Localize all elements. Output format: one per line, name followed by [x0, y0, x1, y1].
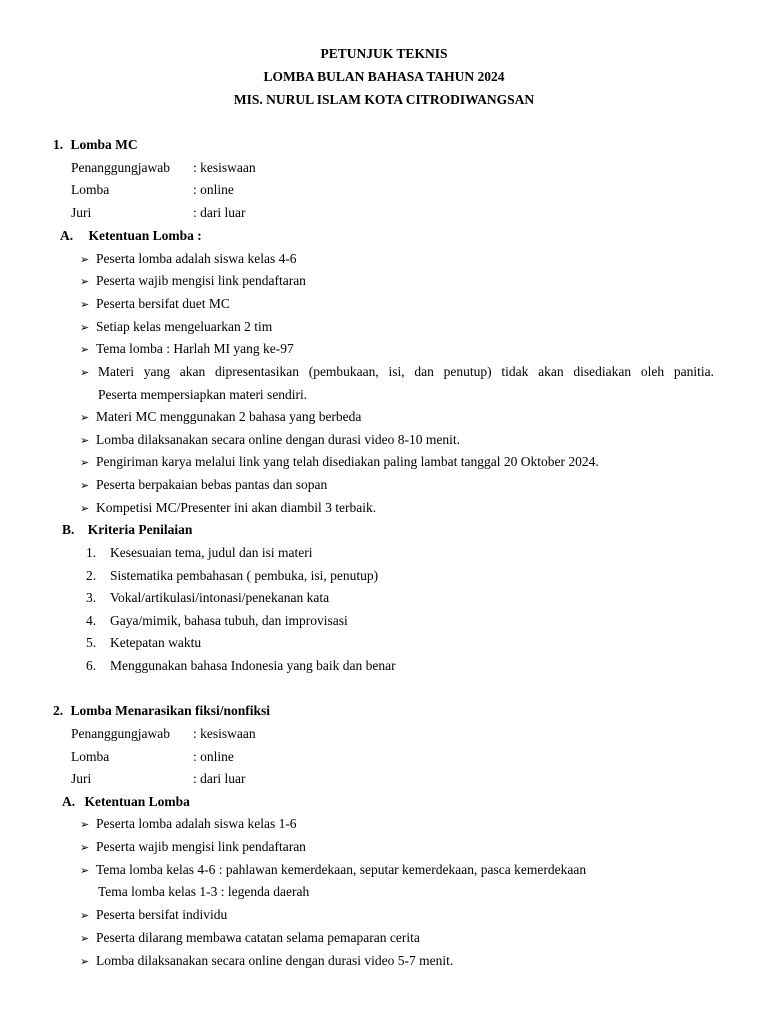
arrowhead-bullet-icon: ➢ [80, 456, 90, 469]
arrowhead-bullet-icon: ➢ [80, 275, 90, 288]
info-value: : kesiswaan [193, 726, 256, 741]
arrowhead-bullet-icon: ➢ [80, 411, 90, 424]
section-1-heading [53, 136, 138, 154]
numbered-item: 5. Ketepatan waktu [86, 635, 202, 650]
subsection-marker: A. [62, 794, 76, 809]
doc-title-line2: LOMBA BULAN BAHASA TAHUN 2024 [263, 69, 505, 84]
list-item: ➢ Peserta wajib mengisi link pendaftaran [80, 838, 306, 857]
list-item-continuation: Tema lomba kelas 1-3 : legenda daerah [98, 884, 310, 899]
info-label: Juri [71, 205, 92, 220]
arrowhead-bullet-icon: ➢ [80, 841, 90, 854]
info-row-juri [71, 204, 245, 222]
list-item: ➢ Kompetisi MC/Presenter ini akan diambil 3 terbaik. [80, 499, 376, 518]
numbered-item: 3. Vokal/artikulasi/intonasi/penekanan kata [86, 590, 330, 605]
arrowhead-bullet-icon: ➢ [80, 321, 90, 334]
subsection-heading-kriteria [62, 521, 192, 539]
list-item: ➢ Peserta wajib mengisi link pendaftaran [80, 272, 306, 291]
info-label: Lomba [71, 182, 110, 197]
info-value: : online [193, 749, 234, 764]
list-item: ➢ Peserta bersifat individu [80, 906, 227, 925]
subsection-heading-ketentuan [62, 793, 190, 811]
numbered-item: 6. Menggunakan bahasa Indonesia yang baik dan benar [86, 658, 396, 673]
list-item: ➢ Lomba dilaksanakan secara online dengan durasi video 8-10 menit. [80, 431, 460, 450]
list-item: ➢ Tema lomba kelas 4-6 : pahlawan kemerdekaan, seputar kemerdekaan, pasca kemerdekaan [80, 861, 586, 880]
arrowhead-bullet-icon: ➢ [80, 298, 90, 311]
list-item: ➢ Pengiriman karya melalui link yang telah disediakan paling lambat tanggal 20 Oktober 2024. [80, 453, 599, 472]
list-item: ➢ Lomba dilaksanakan secara online dengan durasi video 5-7 menit. [80, 952, 453, 971]
info-row-penanggungjawab [71, 725, 256, 743]
info-value: : dari luar [193, 205, 246, 220]
subsection-marker: B. [62, 522, 75, 537]
arrowhead-bullet-icon: ➢ [80, 955, 90, 968]
info-row-lomba [71, 748, 234, 766]
info-label: Lomba [71, 749, 110, 764]
list-item: ➢ Setiap kelas mengeluarkan 2 tim [80, 318, 272, 337]
info-value: : kesiswaan [193, 160, 256, 175]
arrowhead-bullet-icon: ➢ [80, 434, 90, 447]
arrowhead-bullet-icon: ➢ [80, 932, 90, 945]
list-item-text-justified: Materi yang akan dipresentasikan (pembukaan, isi, dan penutup) tidak akan disediakan oleh panitia. [98, 364, 714, 379]
list-item: ➢ Materi MC menggunakan 2 bahasa yang berbeda [80, 408, 361, 427]
doc-title-line1: PETUNJUK TEKNIS [320, 46, 448, 61]
subsection-title: Ketentuan Lomba [84, 794, 190, 809]
info-label: Penanggungjawab [71, 160, 170, 175]
subsection-heading-ketentuan [60, 227, 202, 245]
section-2-heading [53, 702, 270, 720]
list-item: ➢ Peserta lomba adalah siswa kelas 4-6 [80, 250, 297, 269]
list-item: ➢ Peserta berpakaian bebas pantas dan sopan [80, 476, 327, 495]
list-item: ➢ Peserta lomba adalah siswa kelas 1-6 [80, 815, 297, 834]
list-item: ➢ Peserta bersifat duet MC [80, 295, 230, 314]
numbered-item: 4. Gaya/mimik, bahasa tubuh, dan improvisasi [86, 613, 348, 628]
info-row-penanggungjawab [71, 159, 256, 177]
arrowhead-bullet-icon: ➢ [80, 864, 90, 877]
doc-title-line3: MIS. NURUL ISLAM KOTA CITRODIWANGSAN [233, 92, 535, 107]
info-value: : dari luar [193, 771, 246, 786]
arrowhead-bullet-icon: ➢ [80, 818, 90, 831]
subsection-title: Kriteria Penilaian [87, 522, 193, 537]
arrowhead-bullet-icon: ➢ [80, 366, 90, 379]
info-label: Penanggungjawab [71, 726, 170, 741]
section-2-number: 2. [53, 703, 64, 718]
list-item: ➢ Tema lomba : Harlah MI yang ke-97 [80, 340, 294, 359]
subsection-title: Ketentuan Lomba : [88, 228, 202, 243]
arrowhead-bullet-icon: ➢ [80, 909, 90, 922]
info-row-lomba [71, 181, 234, 199]
arrowhead-bullet-icon: ➢ [80, 343, 90, 356]
arrowhead-bullet-icon: ➢ [80, 502, 90, 515]
section-1-number: 1. [53, 137, 64, 152]
list-item [80, 363, 96, 382]
info-value: : online [193, 182, 234, 197]
info-label: Juri [71, 771, 92, 786]
arrowhead-bullet-icon: ➢ [80, 479, 90, 492]
list-item-continuation: Peserta mempersiapkan materi sendiri. [98, 387, 308, 402]
numbered-item: 1. Kesesuaian tema, judul dan isi materi [86, 545, 313, 560]
numbered-item: 2. Sistematika pembahasan ( pembuka, isi, penutup) [86, 568, 379, 583]
section-2-title: Lomba Menarasikan fiksi/nonfiksi [70, 703, 271, 718]
subsection-marker: A. [60, 228, 74, 243]
arrowhead-bullet-icon: ➢ [80, 253, 90, 266]
section-1-title: Lomba MC [70, 137, 138, 152]
list-item: ➢ Peserta dilarang membawa catatan selama pemaparan cerita [80, 929, 420, 948]
info-row-juri [71, 770, 245, 788]
